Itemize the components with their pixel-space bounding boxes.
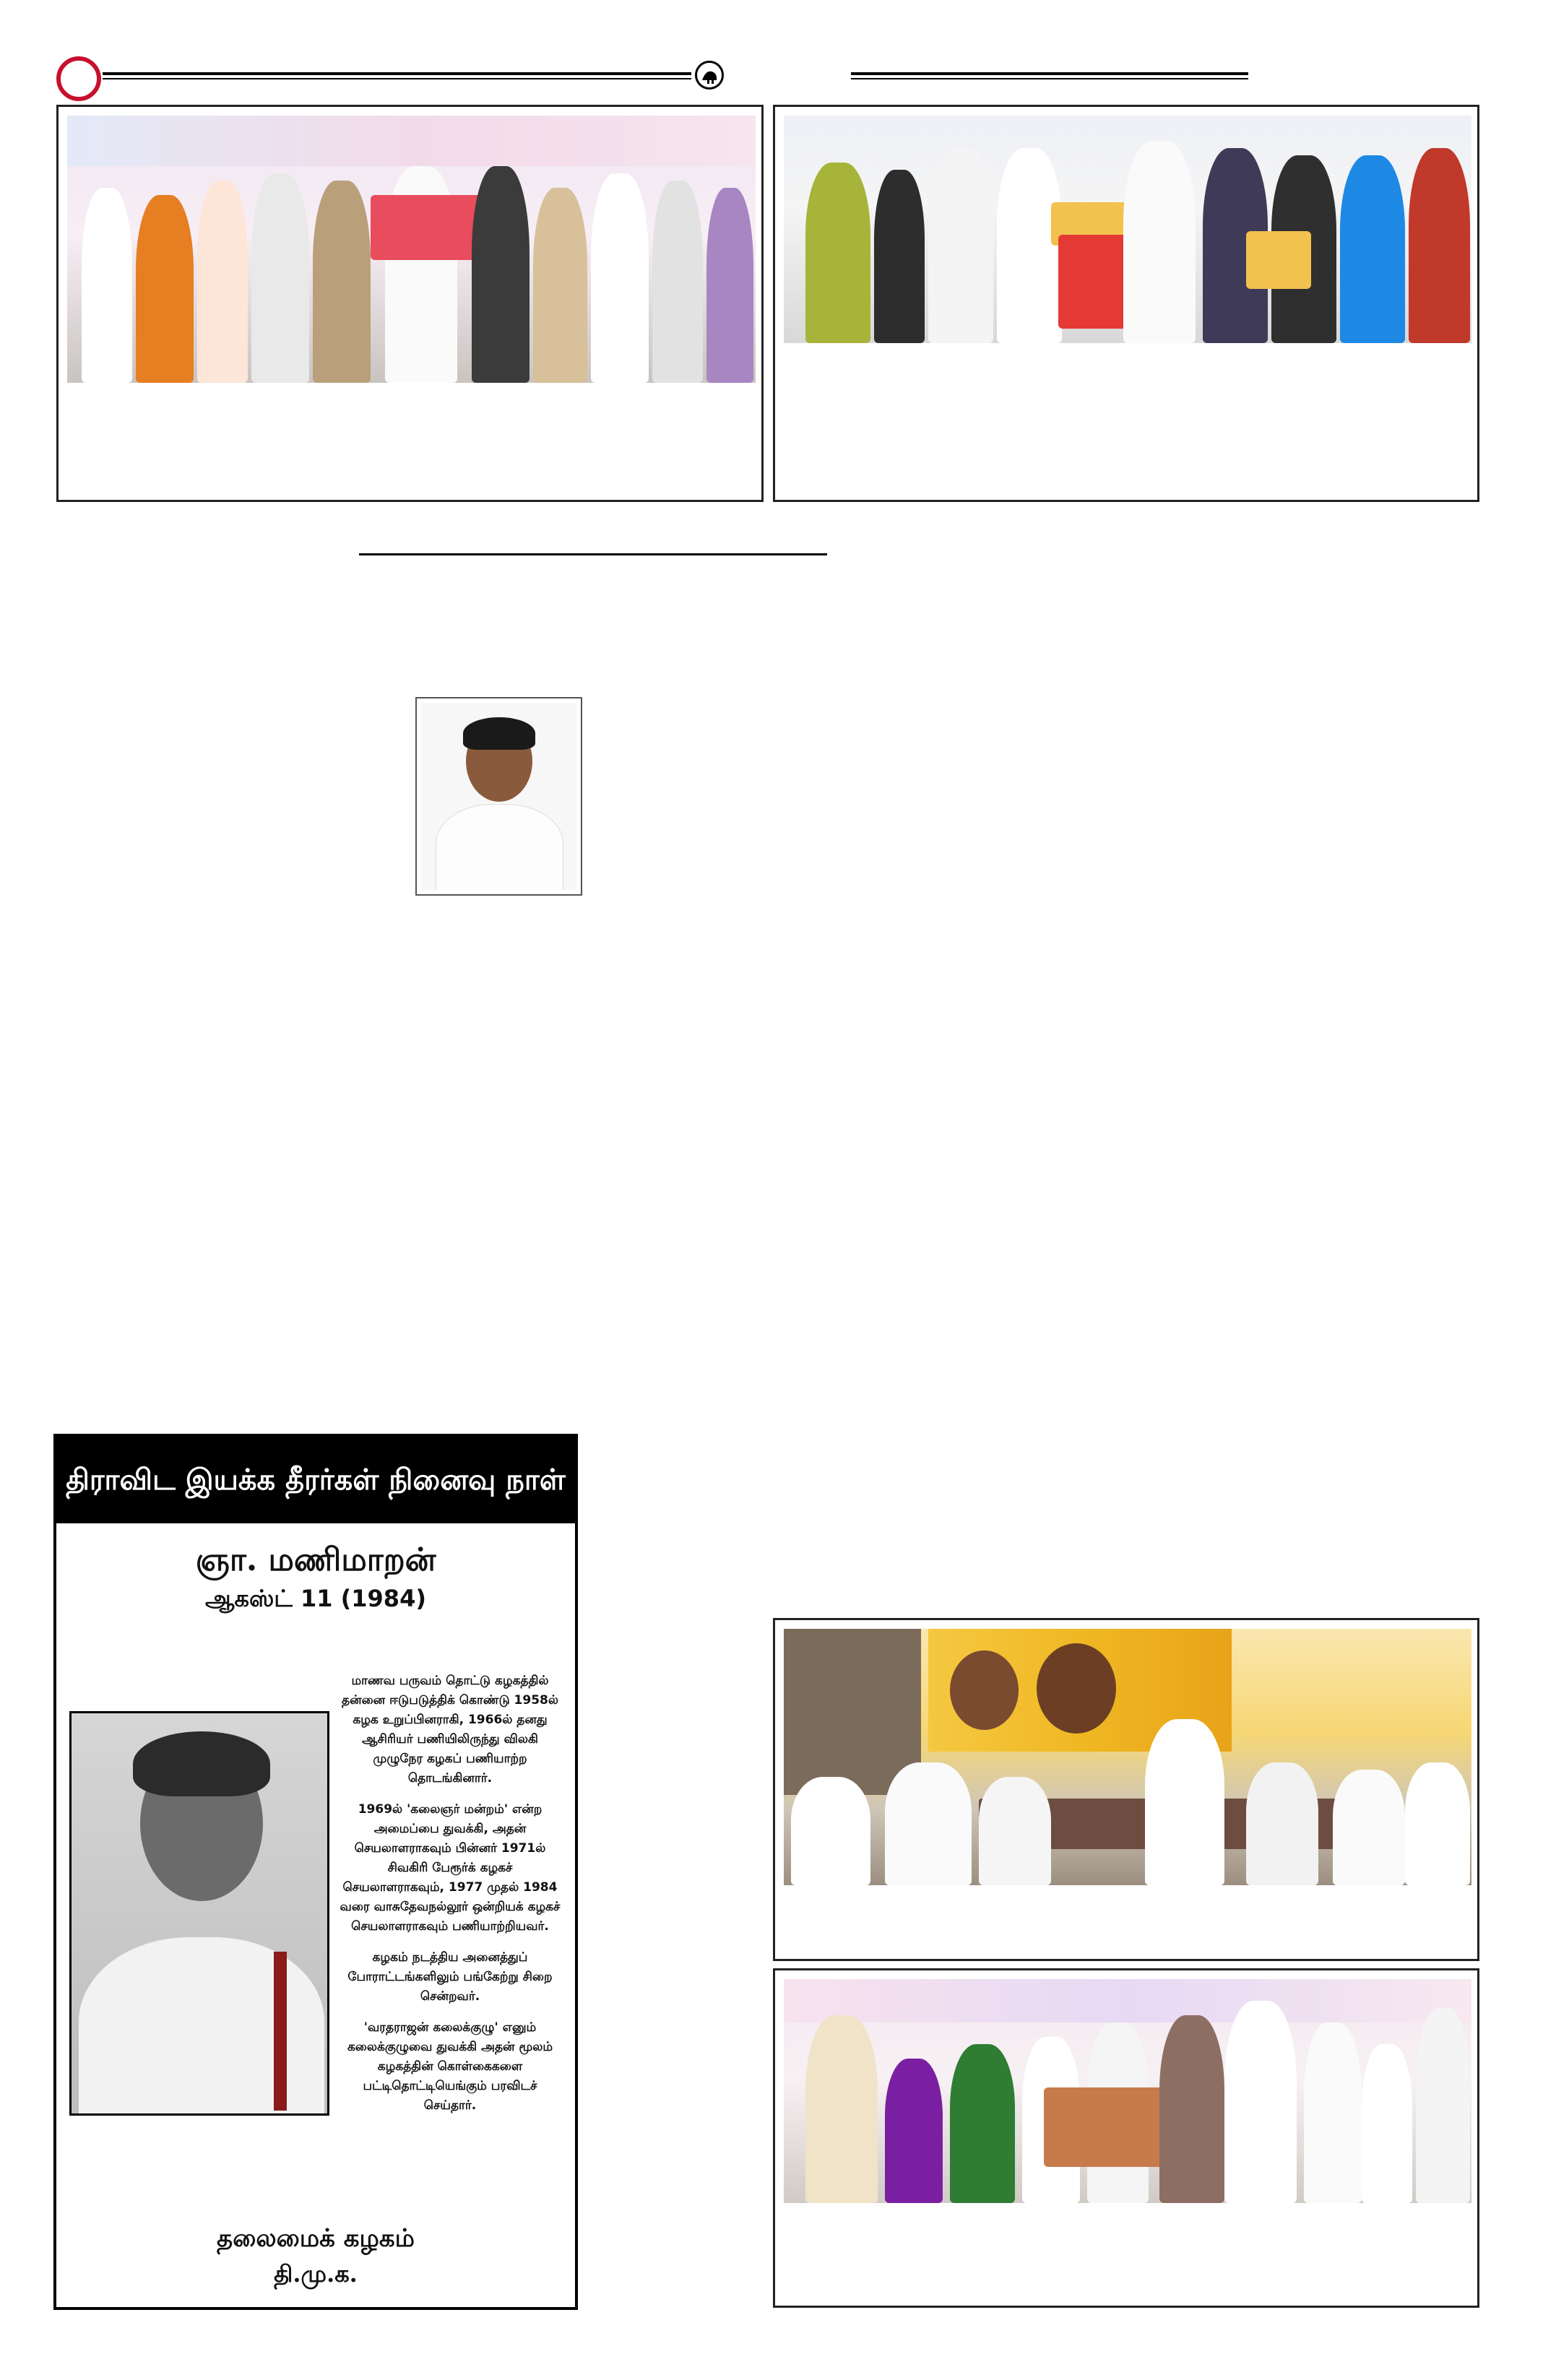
masthead-rule-left — [103, 72, 691, 75]
meeting-photo — [784, 1629, 1471, 1885]
memorial-header: திராவிட இயக்க தீரர்கள் நினைவு நாள் — [56, 1437, 575, 1523]
bio-paragraph: 1969ல் 'கலைஞர் மன்றம்' என்ற அமைப்பை துவக்கி, அதன் செயலாளராகவும் பின்னர் 1971ல் சிவகிரி பேரூர்க் கழகச் செயலாளராகவும், 1977 முதல் 1984 வரை வாசுதேவநல்லூர் ஒன்றியக் கழகச் செயலாளராகவும் பணியாற்றியவர். — [340, 1802, 561, 1934]
portrait-photo — [421, 703, 576, 890]
photo-frame-top-right — [773, 105, 1479, 502]
memorial-portrait — [69, 1711, 329, 2116]
event-photo-top-left — [67, 116, 756, 383]
event-photo-bottom-right — [784, 1979, 1471, 2203]
masthead-rule-right — [851, 72, 1248, 75]
event-photo-top-right — [784, 116, 1471, 343]
section-rule — [359, 553, 827, 555]
memorial-footer-party: தி.மு.க. — [274, 2260, 358, 2288]
bio-paragraph: 'வரதராஜன் கலைக்குழு' எனும் கலைக்குழுவை துவக்கி அதன் மூலம் கழகத்தின் கொள்கைகளை பட்டிதொட்டியெங்கும் பரவிடச் செய்தார். — [347, 2020, 553, 2113]
memorial-date: ஆகஸ்ட் 11 (1984) — [205, 1585, 426, 1612]
photo-frame-bottom-right-1 — [773, 1618, 1479, 1961]
masthead-circle-icon — [56, 56, 101, 101]
memorial-footer-org: தலைமைக் கழகம் — [217, 2224, 415, 2253]
memorial-notice — [53, 1434, 578, 2310]
memorial-name: ஞா. மணிமாறன் — [195, 1541, 436, 1578]
photo-frame-bottom-right-2 — [773, 1968, 1479, 2308]
masthead-rule-left-thin — [103, 78, 691, 79]
photo-frame-top-left — [56, 105, 764, 502]
memorial-biography — [338, 1671, 562, 2127]
emblem-icon — [695, 61, 724, 90]
masthead-rule-right-thin — [851, 78, 1248, 79]
photo-frame-portrait — [415, 697, 582, 896]
bio-paragraph: கழகம் நடத்திய அனைத்துப் போராட்டங்களிலும் பங்கேற்று சிறை சென்றவர். — [347, 1950, 553, 2004]
bio-paragraph: மாணவ பருவம் தொட்டு கழகத்தில் தன்னை ஈடுபடுத்திக் கொண்டு 1958ல் கழக உறுப்பினராகி, 1966ல் தனது ஆசிரியர் பணியிலிருந்து விலகி முழுநேர கழகப் பணியாற்ற தொடங்கினார். — [342, 1674, 558, 1786]
